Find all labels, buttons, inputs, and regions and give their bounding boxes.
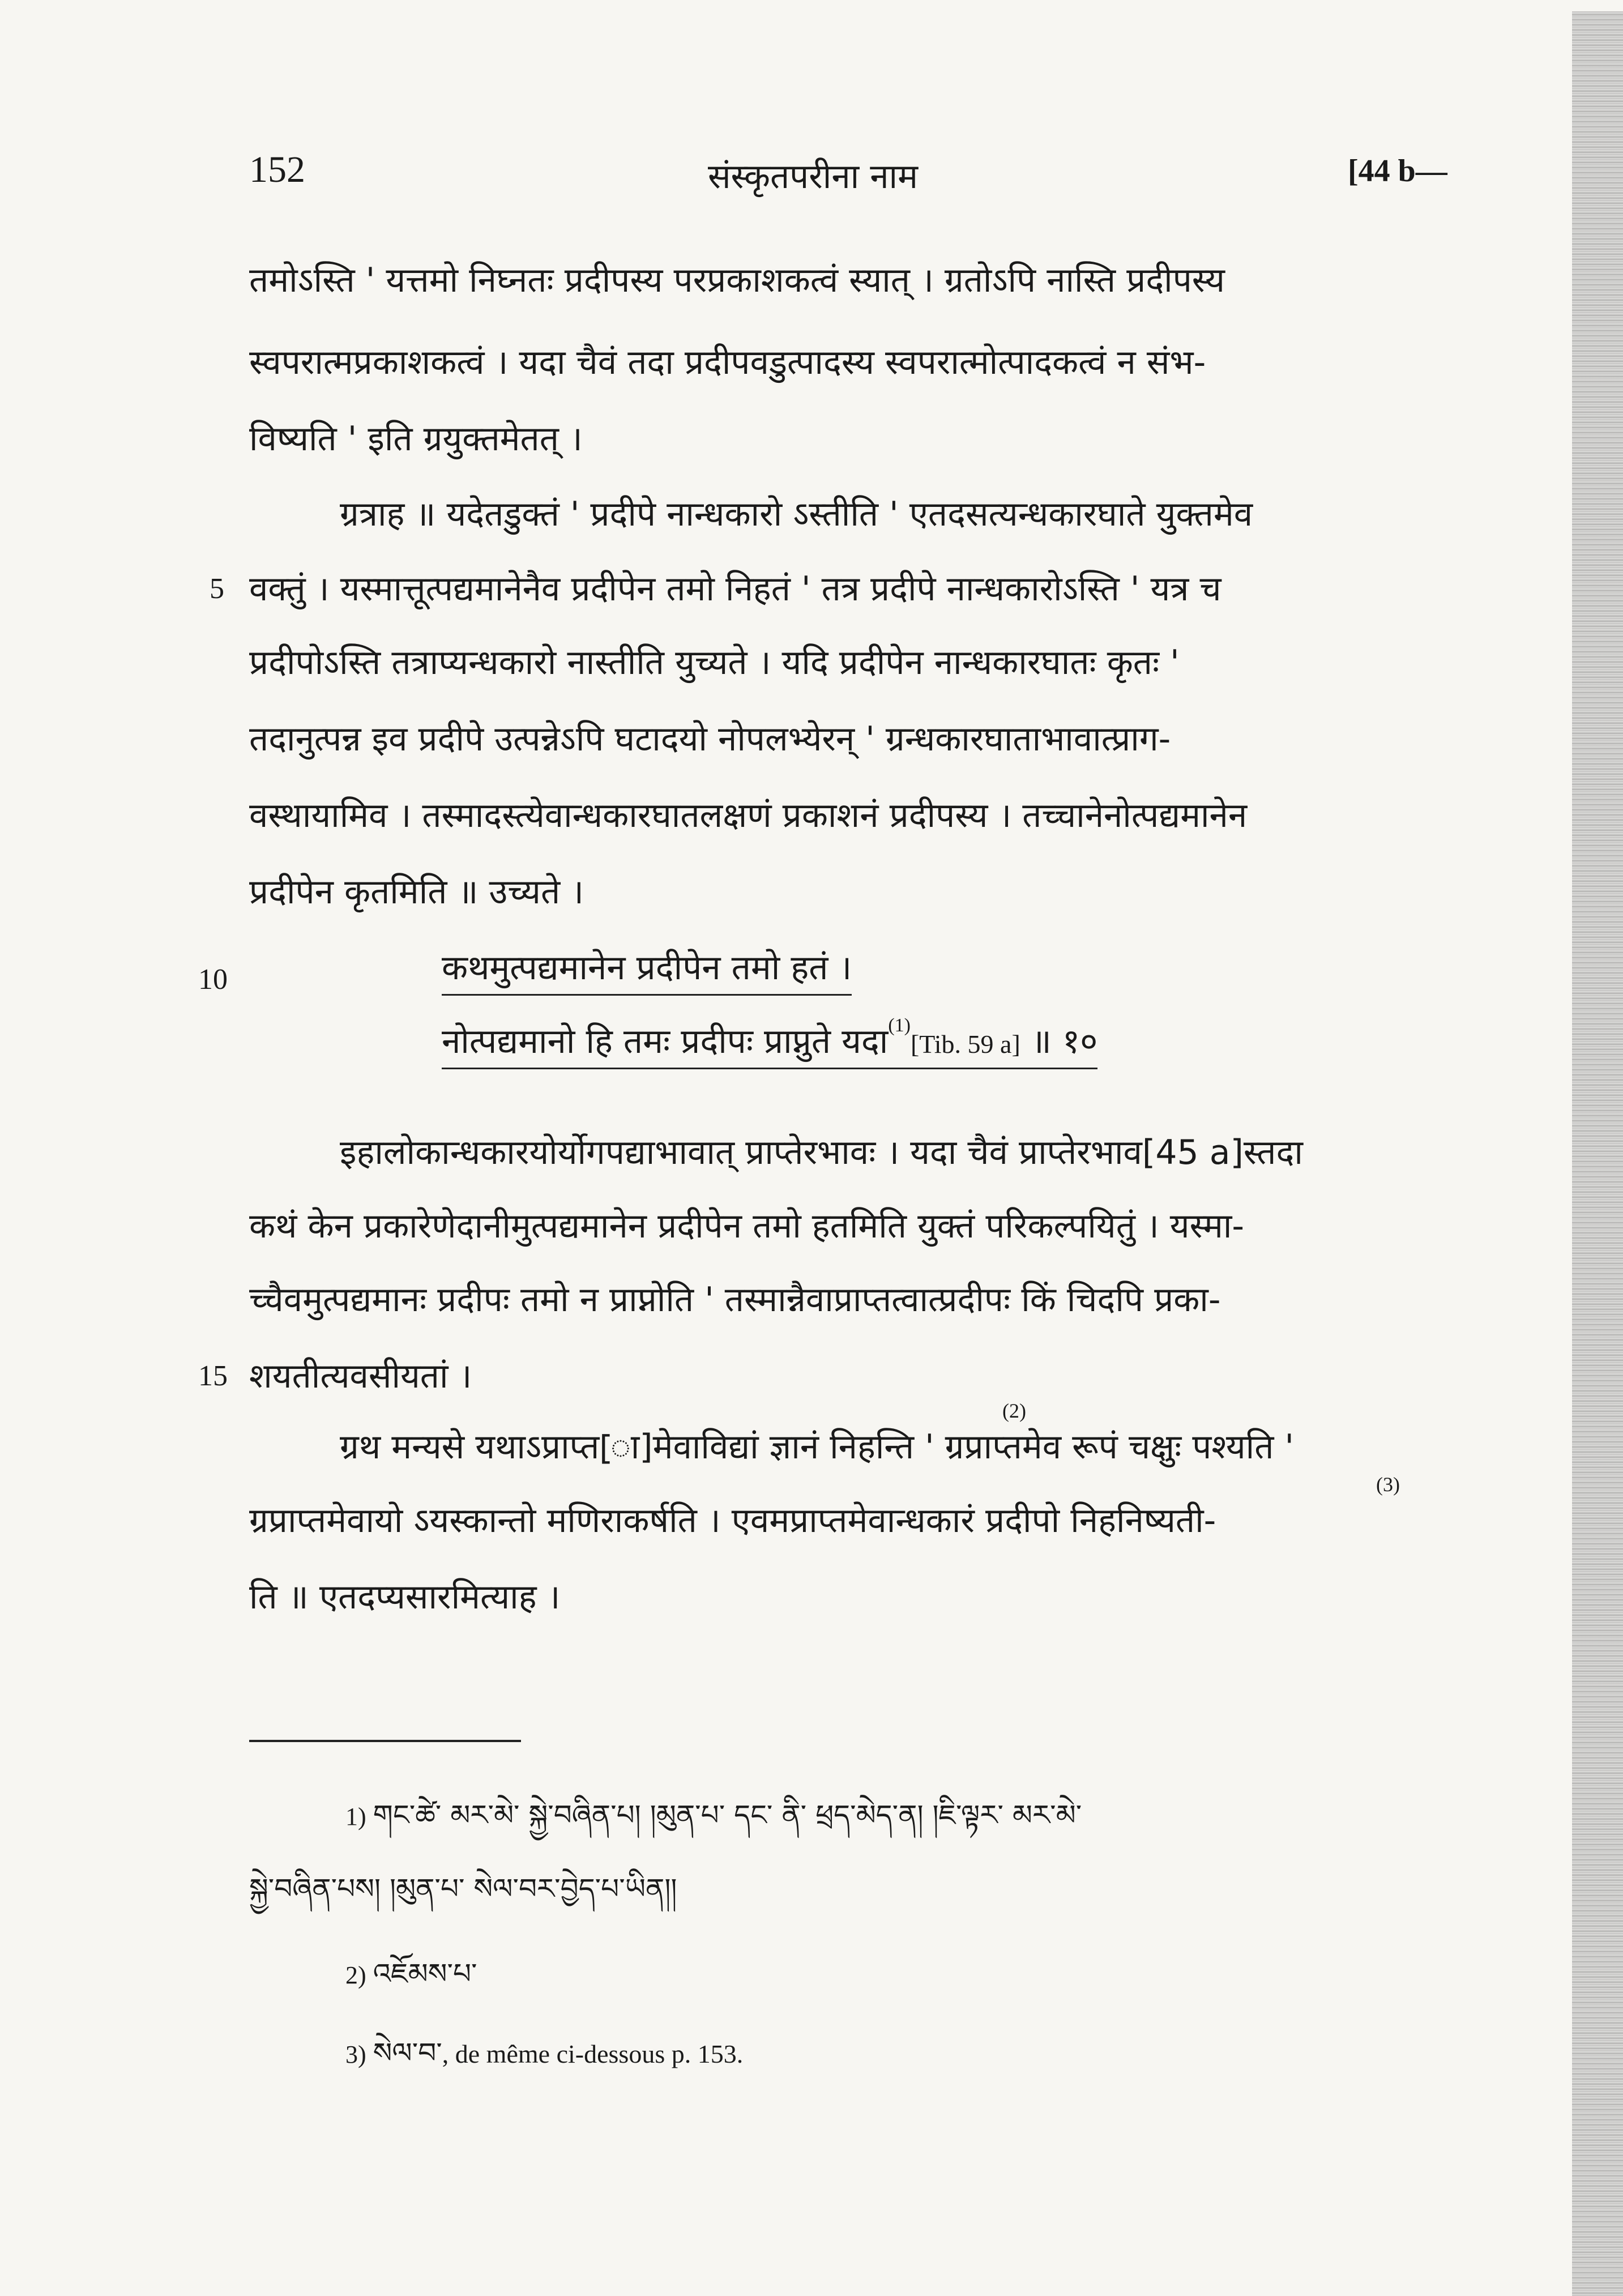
text-line: कथं केन प्रकारेणेदानीमुत्पद्यमानेन प्रदीपेन तमो हतमिति युक्तं परिकल्पयितुं । यस्मा-	[249, 1206, 1245, 1246]
footnote-text: འཇོམས་པ་	[373, 1957, 477, 1990]
line-number: 15	[198, 1360, 228, 1392]
text-line: तदानुत्पन्न इव प्रदीपे उत्पन्नेऽपि घटादयो नोपलभ्येरन् ' ग्रन्धकारघाताभावात्प्राग-	[249, 719, 1171, 759]
footnote-text: སྐྱེ་བཞིན་པས། །མུན་པ་ སེལ་བར་བྱེད་པ་ཡིན།།	[249, 1872, 677, 1905]
text-line: वक्तुं । यस्मात्तूत्पद्यमानेनैव प्रदीपेन तमो निहतं ' तत्र प्रदीपे नान्धकारोऽस्ति ' यत्र च	[249, 569, 1221, 609]
text-line: शयतीत्यवसीयतां ।	[249, 1356, 472, 1396]
footnote-marker: (2)	[1002, 1399, 1026, 1422]
footnote-2	[345, 1943, 477, 2022]
footnote-text: སེལ་བ་	[373, 2037, 442, 2069]
footnote-marker: (1)	[888, 1015, 911, 1036]
text-line: प्रदीपेन कृतमिति ॥ उच्यते ।	[249, 872, 584, 912]
verse-number: ॥ १०	[1031, 1022, 1098, 1061]
text-line: इहालोकान्धकारयोर्योगपद्याभावात् प्राप्तेरभावः । यदा चैवं प्राप्तेरभाव[45 a]स्तदा	[340, 1133, 1303, 1172]
footnote-note: , de même ci-dessous p. 153.	[442, 2039, 744, 2068]
folio-reference: [44 b—	[1348, 153, 1447, 189]
text-line: ति ॥ एतदप्यसारमित्याह ।	[249, 1577, 561, 1617]
verse-line-1: कथमुत्पद्यमानेन प्रदीपेन तमो हतं ।	[442, 943, 852, 996]
verse-line-2-text: नोत्पद्यमानो हि तमः प्रदीपः प्राप्नुते यदा	[442, 1022, 889, 1061]
text-line: प्रदीपोऽस्ति तत्राप्यन्धकारो नास्तीति युच्यते । यदि प्रदीपेन नान्धकारघातः कृतः '	[249, 643, 1180, 682]
tibetan-folio-ref: [Tib. 59 a]	[910, 1030, 1020, 1059]
footnote-3	[345, 2022, 743, 2101]
page-number: 152	[249, 149, 305, 190]
text-line: च्चैवमुत्पद्यमानः प्रदीपः तमो न प्राप्नोति ' तस्मान्नैवाप्राप्तत्वात्प्रदीपः किं चिदपि प्रका-	[249, 1280, 1221, 1320]
footnote-1-continued	[249, 1858, 677, 1937]
footnote-number: 2)	[345, 1961, 366, 1989]
text-line: विष्यति ' इति ग्रयुक्तमेतत् ।	[249, 419, 583, 459]
footnote-1	[345, 1784, 1082, 1863]
footnote-text: གང་ཚེ་ མར་མེ་ སྐྱེ་བཞིན་པ། །མུན་པ་ དང་ ནི་ ཕྲད་མེད་ན། །ཇི་ལྟར་ མར་མེ་	[373, 1799, 1082, 1832]
text-line: स्वपरात्मप्रकाशकत्वं । यदा चैवं तदा प्रदीपवडुत्पादस्य स्वपरात्मोत्पादकत्वं न संभ-	[249, 343, 1206, 382]
text-line: ग्रत्राह ॥ यदेतडुक्तं ' प्रदीपे नान्धकारो ऽस्तीति ' एतदसत्यन्धकारघाते युक्तमेव	[340, 494, 1253, 534]
text-line: ग्रप्राप्तमेवायो ऽयस्कान्तो मणिराकर्षति । एवमप्राप्तमेवान्धकारं प्रदीपो निहनिष्यती-	[249, 1501, 1216, 1540]
text-line: वस्थायामिव । तस्मादस्त्येवान्धकारघातलक्षणं प्रकाशनं प्रदीपस्य । तच्चानेनोत्पद्यमानेन	[249, 796, 1248, 835]
footnote-number: 1)	[345, 1803, 366, 1830]
line-number: 10	[198, 963, 228, 996]
footnote-separator	[249, 1740, 521, 1742]
footnote-marker: (3)	[1376, 1473, 1400, 1496]
page-edge-scan-shadow	[1572, 11, 1623, 2296]
text-line: तमोऽस्ति ' यत्तमो निघ्नतः प्रदीपस्य परप्रकाशकत्वं स्यात् । ग्रतोऽपि नास्ति प्रदीपस्य	[249, 261, 1225, 300]
text-line: ग्रथ मन्यसे यथाऽप्राप्त[ा]मेवाविद्यां ज्ञानं निहन्ति ' ग्रप्राप्तमेव रूपं चक्षुः पश्यति '	[340, 1427, 1294, 1467]
footnote-number: 3)	[345, 2041, 366, 2068]
verse-line-2	[442, 1017, 1097, 1069]
running-title: संस्कृतपरीना नाम	[708, 157, 918, 197]
line-number: 5	[210, 573, 224, 605]
